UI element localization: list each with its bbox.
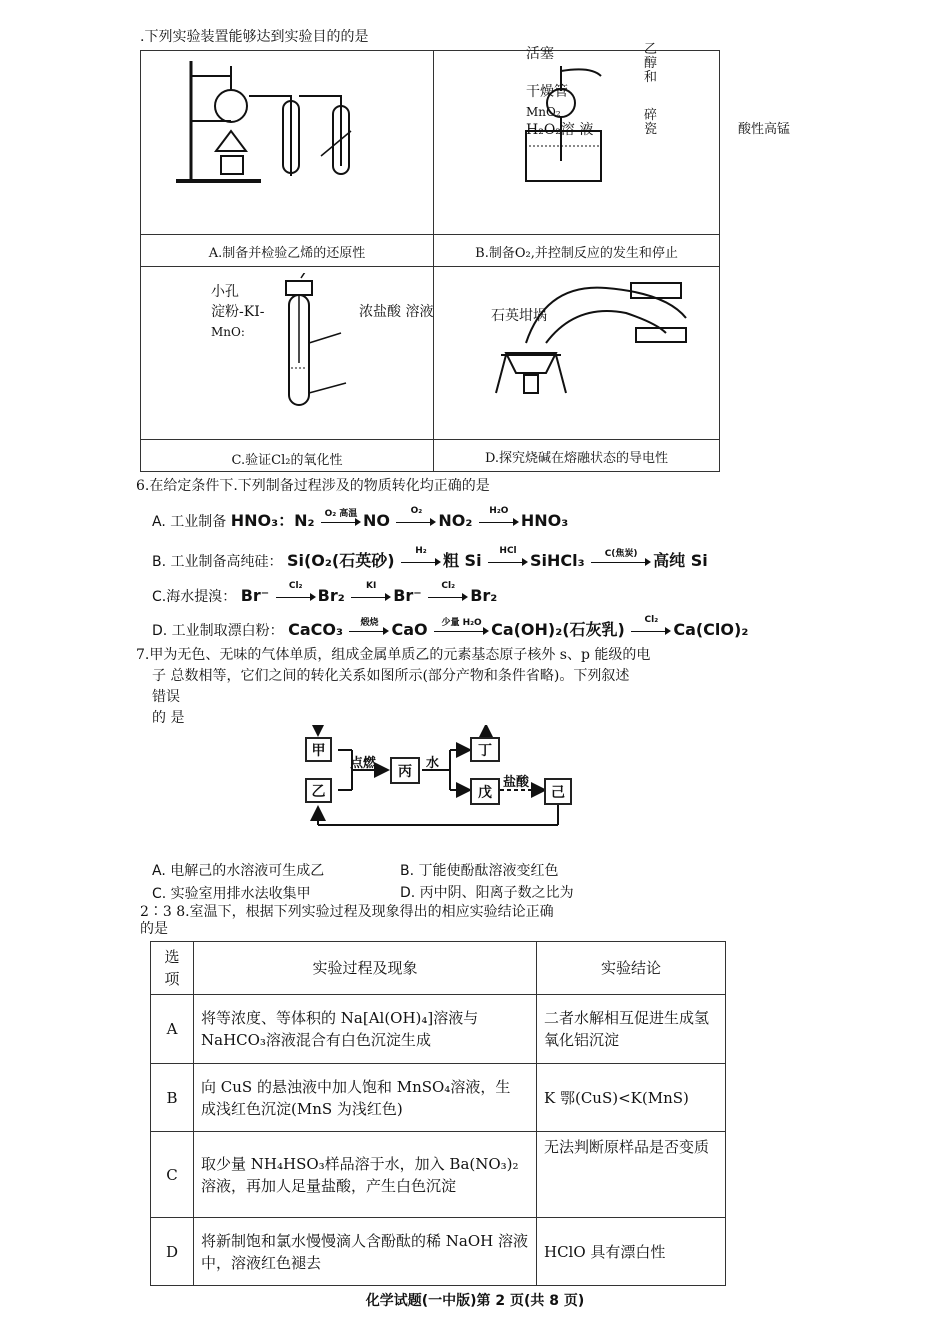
page-footer: 化学试题(一中版)第 2 页(共 8 页) (365, 1293, 585, 1309)
node-bing: 丙 (390, 757, 420, 784)
q6-a-label: A. 工业制备 (152, 514, 227, 530)
node-wu: 戊 (470, 778, 500, 805)
q6-b-cond-1: H₂ (415, 546, 427, 556)
row-process: 将新制饱和氯水慢慢滴人含酚酞的稀 NaOH 溶液中，溶液红色褪去 (194, 1218, 537, 1286)
table-row (151, 995, 726, 1064)
side-label-porcelain: 碎瓷 (644, 108, 658, 137)
q6-b-start: Si(O₂(石英砂) (286, 551, 395, 570)
caption-c: C.验证Cl₂的氧化性 (231, 453, 343, 468)
label-piston: 活塞 (526, 46, 554, 62)
label-drying-tube: 干燥管 (526, 84, 568, 100)
row-process: 取少量 NH₄HSO₃样品溶于水，加入 Ba(NO₃)₂溶液，再加人足量盐酸，产生白色沉淀 (194, 1132, 537, 1218)
q6-d-cond-3: Cl₂ (644, 615, 659, 625)
q7-stem-line2: 子 总数相等，它们之间的转化关系如图所示(部分产物和条件省略)。下列叙述 (152, 668, 630, 684)
caption-a: A.制备并检验乙烯的还原性 (208, 246, 366, 261)
header-option: 选项 (151, 942, 194, 995)
q6-b-cond-2: HCl (499, 546, 517, 556)
header-conclusion: 实验结论 (537, 942, 726, 995)
apparatus-d-diagram (486, 273, 706, 403)
row-process: 向 CuS 的悬浊液中加人饱和 MnSO₄溶液，生 成浅红色沉淀(MnS 为浅红色) (194, 1064, 537, 1132)
edge-label-hcl: 盐酸 (503, 775, 530, 790)
q7-option-b: B. 丁能使酚酞溶液变红色 (400, 863, 559, 879)
q6-d-prod-2: Ca(OH)₂(石灰乳) (491, 620, 625, 639)
q6-b-label: B. 工业制备高纯硅： (152, 554, 283, 570)
node-ding: 丁 (470, 737, 500, 762)
q6-c-prod-1: Br₂ (317, 586, 345, 605)
q6-option-b (152, 548, 708, 571)
q6-d-prod-1: CaO (391, 620, 428, 639)
row-option: D (151, 1218, 194, 1286)
q6-a-prod-3: HNO₃ (520, 511, 569, 530)
row-conclusion: K 鄂(CuS)<K(MnS) (537, 1064, 726, 1132)
edge-label-ignite: 点燃 (350, 756, 377, 771)
q6-c-cond-3: Cl₂ (441, 581, 456, 591)
q6-c-prod-3: Br₂ (470, 586, 498, 605)
apparatus-c-diagram (271, 273, 371, 413)
q5-apparatus-grid (140, 42, 791, 472)
caption-b: B.制备O₂,并控制反应的发生和停止 (475, 246, 678, 261)
q6-c-label: C.海水提溴： (152, 589, 237, 605)
q6-b-prod-3: 高纯 Si (653, 551, 708, 570)
q6-d-cond-1: 煅烧 (360, 618, 379, 628)
node-jia: 甲 (305, 737, 332, 762)
q7-option-c: C. 实验室用排水法收集甲 (152, 886, 311, 902)
edge-label-water: 水 (426, 756, 440, 771)
q6-a-start: HNO₃：N₂ (230, 511, 315, 530)
q6-c-start: Br⁻ (240, 586, 270, 605)
q6-option-c (152, 581, 498, 606)
q7-stem-line3: 错误 (152, 689, 180, 705)
q7-stem-line1: 7.甲为无色、无味的气体单质，组成金属单质乙的元素基态原子核外 s、p 能级的电 (136, 647, 651, 663)
q7-option-a: A. 电解己的水溶液可生成乙 (152, 863, 325, 879)
caption-d: D.探究烧碱在熔融状态的导电性 (484, 451, 669, 466)
q6-d-label: D. 工业制取漂白粉： (152, 623, 284, 639)
node-yi: 乙 (305, 778, 332, 803)
q8-stem-line1: 2∶3 8.室温下，根据下列实验过程及现象得出的相应实验结论正确 (140, 904, 554, 920)
q6-b-prod-1: 粗 Si (442, 551, 482, 570)
q6-b-cond-3: C(焦炭) (604, 549, 638, 559)
q6-a-cond-2: O₂ (410, 506, 423, 516)
q8-table (150, 941, 726, 1286)
q5-stem: .下列实验装置能够达到实验目的的是 (140, 29, 369, 45)
q6-option-d (152, 617, 748, 640)
side-label-ethanol: 乙醇和 (644, 42, 658, 85)
q7-stem-line4: 的 是 (152, 710, 185, 726)
label-quartz-crucible: 石英坩埚 (491, 308, 547, 324)
label-small-hole: 小孔 (211, 284, 239, 300)
row-conclusion: 无法判断原样品是否变质 (537, 1132, 726, 1218)
q6-a-prod-1: NO (362, 511, 390, 530)
table-row (151, 1218, 726, 1286)
apparatus-a-diagram (171, 56, 371, 196)
q6-d-start: CaCO₃ (288, 620, 344, 639)
table-row (151, 1064, 726, 1132)
row-process: 将等浓度、等体积的 Na[Al(OH)₄]溶液与 NaHCO₃溶液混合有白色沉淀生成 (194, 995, 537, 1064)
table-row (151, 1132, 726, 1218)
q6-a-cond-3: H₂O (489, 506, 509, 516)
q7-option-d: D. 丙中阴、阳离子数之比为 (400, 885, 574, 901)
q8-stem-line2: 的是 (140, 921, 168, 937)
q6-d-prod-3: Ca(ClO)₂ (673, 620, 749, 639)
q6-c-cond-2: KI (366, 581, 377, 591)
label-mno2: MnO₂ (526, 105, 561, 119)
label-mno: MnO: (211, 325, 245, 339)
q6-option-a (152, 508, 568, 531)
label-starch-ki: 淀粉-KI- (211, 304, 265, 320)
q6-b-prod-2: SiHCl₃ (530, 551, 585, 570)
q6-stem: 6.在给定条件下.下列制备过程涉及的物质转化均正确的是 (136, 478, 490, 494)
q6-d-cond-2: 少量 H₂O (441, 618, 482, 628)
label-conc-hcl: 浓盐酸 溶液 (359, 304, 434, 320)
node-ji: 己 (544, 778, 572, 805)
side-label-kmno4: 酸性高锰 (738, 122, 791, 137)
row-conclusion: HClO 具有漂白性 (537, 1218, 726, 1286)
row-option: C (151, 1132, 194, 1218)
header-process: 实验过程及现象 (194, 942, 537, 995)
row-conclusion: 二者水解相互促进生成氢氧化铝沉淀 (537, 995, 726, 1064)
row-option: A (151, 995, 194, 1064)
row-option: B (151, 1064, 194, 1132)
q6-c-prod-2: Br⁻ (393, 586, 422, 605)
label-h2o2: H₂O₂溶 液 (526, 122, 594, 138)
q6-a-prod-2: NO₂ (438, 511, 473, 530)
table-header-row (151, 942, 726, 995)
q6-a-cond-1: O₂ 高温 (324, 509, 358, 519)
q6-c-cond-1: Cl₂ (288, 581, 303, 591)
